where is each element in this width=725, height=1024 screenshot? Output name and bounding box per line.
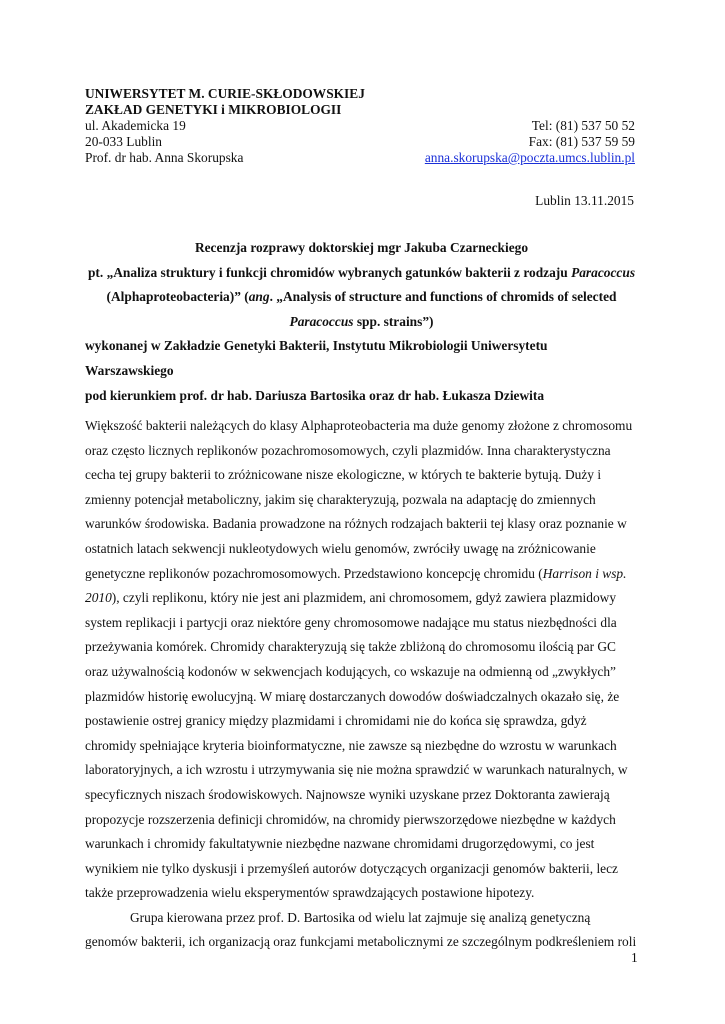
text-line: oraz używalnością kodonów w sekwencjach kodujących, co wskazuje na odmienną od „zwykłych” [85, 663, 616, 679]
review-body [85, 414, 638, 955]
telephone: Tel: (81) 537 50 52 [531, 118, 635, 133]
text-line: system replikacji i partycji oraz niektóre geny chromosomowe nadające mu status niezbędności dla [85, 614, 617, 630]
text-line: warunków środowiska. Badania prowadzone na różnych rodzajach bakterii tej klasy oraz poznanie w [85, 516, 627, 532]
department-name: ZAKŁAD GENETYKI i MIKROBIOLOGII [85, 102, 342, 117]
university-name: UNIWERSYTET M. CURIE-SKŁODOWSKIEJ [85, 86, 365, 101]
text-line: chromidy spełniające kryteria bioinformatyczne, nie zawsze są niezbędne do wzrostu w warunkach [85, 737, 617, 753]
text-line: 2010), czyli replikonu, który nie jest ani plazmidem, ani chromosomem, gdyż zawiera plazmidowy [85, 590, 617, 606]
text-line: postawienie ostrej granicy między plazmidami i chromidami nie do końca się sprawdza, gdyż [85, 713, 587, 729]
text-line: oraz często licznych replikonów pozachromosomowych, czyli plazmidów. Inna charakterystyczna [85, 442, 611, 458]
review-title [85, 236, 638, 408]
fax: Fax: (81) 537 59 59 [528, 134, 635, 149]
title-line: pod kierunkiem prof. dr hab. Dariusza Bartosika oraz dr hab. Łukasza Dziewita [85, 387, 545, 403]
text-line: propozycje rozszerzenia definicji chromidów, na chromidy pierwszorzędowe niezbędne w każdych [85, 811, 616, 827]
text-line: przeżywania komórek. Chromidy charakteryzują się także zbliżoną do chromosomu ilością par GC [85, 639, 616, 655]
text-line: specyficznych niszach środowiskowych. Najnowsze wyniki uzyskane przez Doktoranta zawierają [85, 786, 610, 802]
document-date: Lublin 13.11.2015 [535, 193, 634, 208]
title-line: pt. „Analiza struktury i funkcji chromidów wybranych gatunków bakterii z rodzaju Paracoccus [87, 264, 636, 280]
title-line: Paracoccus spp. strains”) [289, 313, 434, 329]
email-link[interactable]: anna.skorupska@poczta.umcs.lublin.pl [424, 150, 635, 165]
title-line: (Alphaproteobacteria)” (ang. „Analysis of structure and functions of chromids of selected [106, 289, 617, 305]
title-line: Warszawskiego [85, 362, 174, 378]
text-line: zmienny potencjał metaboliczny, jakim się charakteryzują, pozwala na adaptację do zmiennych [85, 491, 596, 507]
text-line: warunkach i chromidy fakultatywnie niezbędne nazwane chromidami drugorzędowymi, co jest [85, 836, 595, 852]
city-postcode: 20-033 Lublin [85, 134, 162, 149]
text-line: genomów bakterii, ich organizacją oraz funkcjami metabolicznymi ze szczególnym podkreśleniem roli [85, 934, 637, 950]
text-line: ostatnich latach sekwencji nukleotydowych wielu genomów, zwróciły uwagę na zróżnicowanie [85, 540, 596, 556]
text-line: laboratoryjnych, a ich wzrostu i utrzymywania się nie można sprawdzić w warunkach naturalnych, w [85, 762, 628, 778]
text-line: plazmidów historię ewolucyjną. W miarę dostarczanych dowodów doświadczalnych okazało się, że [85, 688, 620, 704]
title-line: Recenzja rozprawy doktorskiej mgr Jakuba Czarneckiego [194, 240, 529, 255]
author-name: Prof. dr hab. Anna Skorupska [85, 150, 244, 165]
letterhead [85, 86, 635, 166]
street-address: ul. Akademicka 19 [85, 118, 186, 133]
page-number: 1 [631, 950, 638, 965]
text-line: także przeprowadzenia wielu eksperymentów sprawdzających postawione hipotezy. [85, 885, 535, 901]
text-line: cecha tej grupy bakterii to zróżnicowane nisze ekologiczne, w których te bakterie bytują. Duży i [85, 467, 602, 483]
text-line: wynikiem nie tylko dyskusji i przemyśleń autorów dotyczących organizacji genomów bakterii, lecz [85, 860, 618, 876]
text-line: Grupa kierowana przez prof. D. Bartosika od wielu lat zajmuje się analizą genetyczną [130, 909, 591, 925]
title-line: wykonanej w Zakładzie Genetyki Bakterii, Instytutu Mikrobiologii Uniwersytetu [85, 338, 548, 354]
text-line: Większość bakterii należących do klasy Alphaproteobacteria ma duże genomy złożone z chromosomu [85, 418, 633, 433]
text-line: genetyczne replikonów pozachromosomowych. Przedstawiono koncepcję chromidu (Harrison i wsp. [85, 565, 627, 581]
